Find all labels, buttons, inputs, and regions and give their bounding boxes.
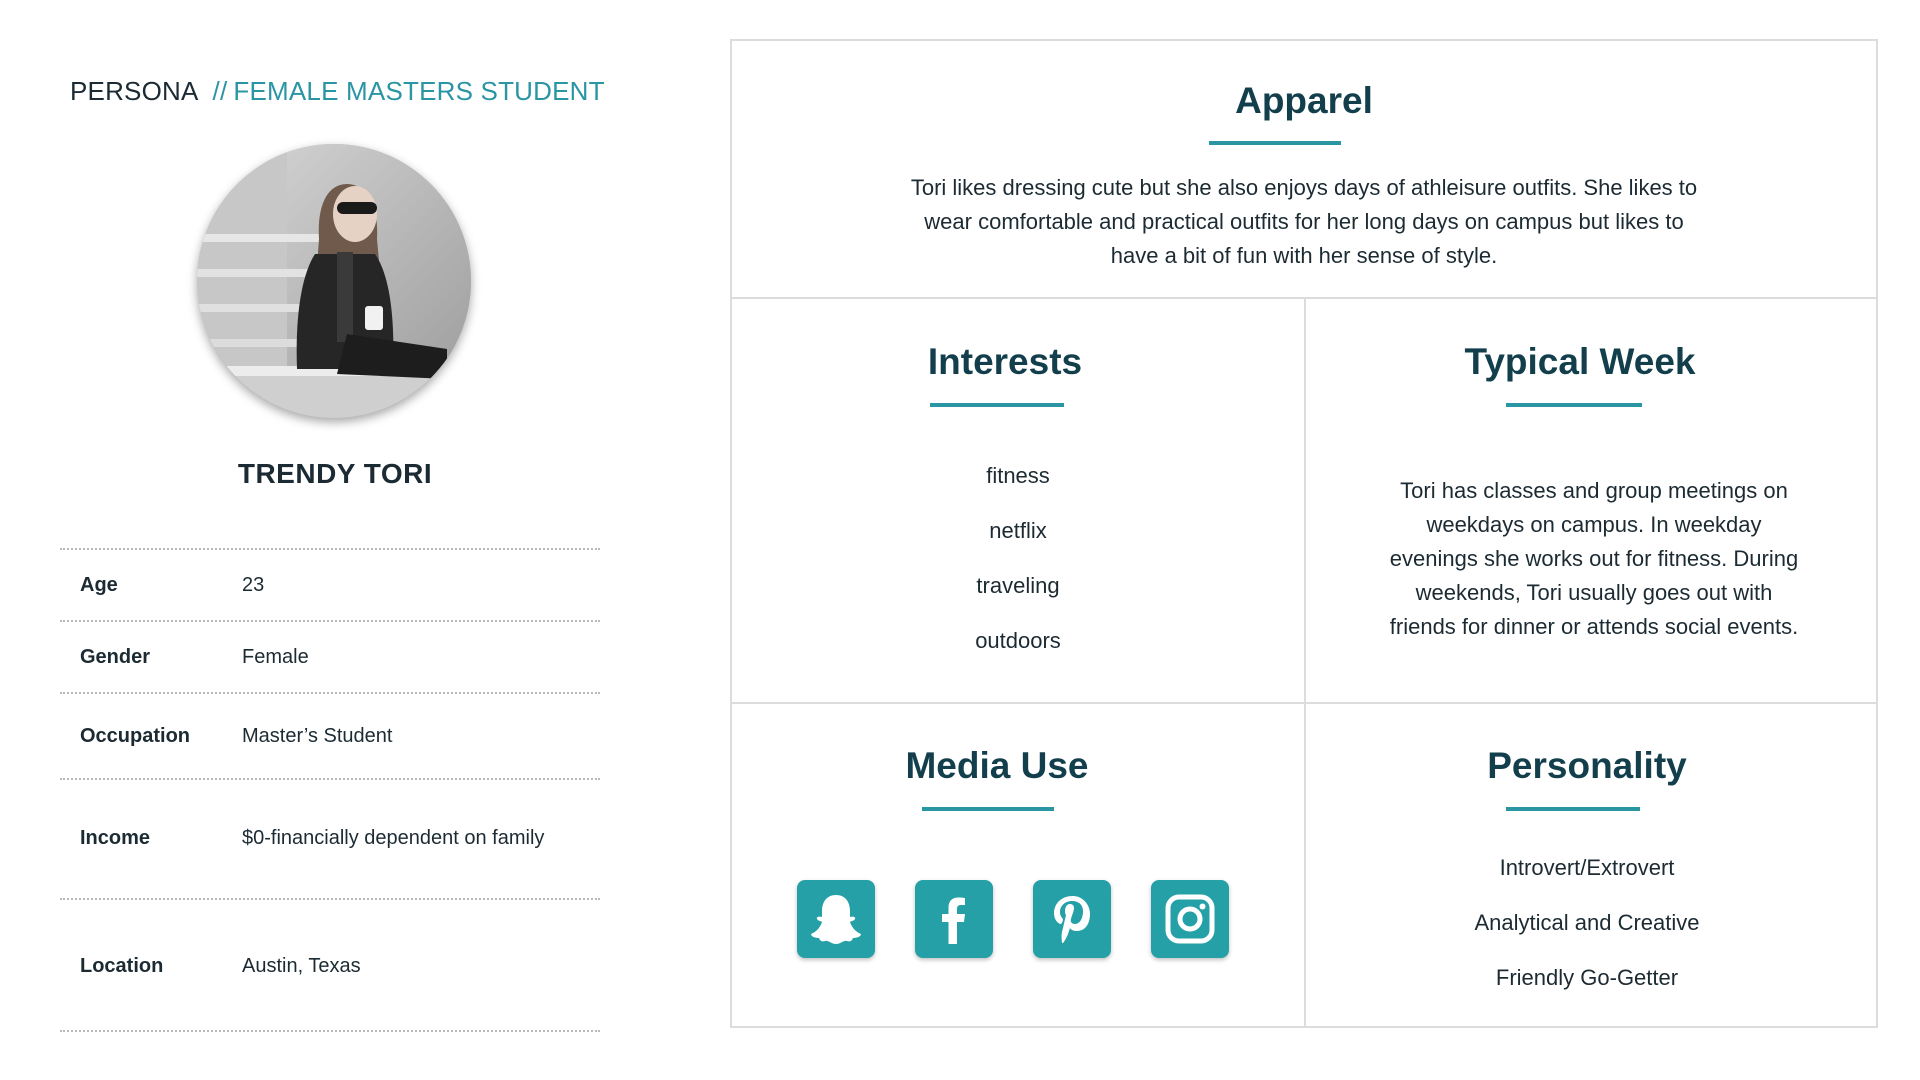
apparel-underline — [1209, 141, 1341, 145]
personality-item: Analytical and Creative — [1474, 910, 1700, 935]
interests-underline — [930, 403, 1064, 407]
persona-label: PERSONA — [70, 76, 199, 106]
apparel-line: Tori likes dressing cute but she also enjoys days of athleisure outfits. She likes to — [910, 175, 1698, 200]
typical-week-line: evenings she works out for fitness. During — [1389, 546, 1799, 571]
apparel-heading: Apparel — [1235, 80, 1373, 121]
income-value: $0-financially dependent on family — [242, 827, 545, 849]
typical-week-text — [1320, 474, 1868, 644]
personality-item: Introvert/Extrovert — [1499, 855, 1675, 880]
divider — [60, 778, 600, 780]
interest-item: outdoors — [975, 628, 1061, 653]
title-separator: // — [212, 76, 228, 106]
persona-profile — [0, 0, 700, 1080]
gender-label: Gender — [80, 646, 151, 668]
occupation-value: Master’s Student — [242, 725, 393, 747]
location-value: Austin, Texas — [242, 955, 361, 977]
typical-week-card — [1304, 297, 1878, 704]
divider — [60, 692, 600, 694]
divider — [60, 620, 600, 622]
interest-item: fitness — [986, 463, 1050, 488]
media-use-underline — [922, 807, 1054, 811]
facebook-glyph — [915, 880, 993, 958]
typical-week-heading: Typical Week — [1464, 341, 1696, 382]
media-use-card — [730, 702, 1306, 1028]
instagram-icon[interactable] — [1151, 880, 1229, 958]
interest-item: netflix — [989, 518, 1047, 543]
personality-card — [1304, 702, 1878, 1028]
pinterest-glyph — [1033, 880, 1111, 958]
interests-card — [730, 297, 1306, 704]
apparel-card — [730, 39, 1878, 299]
gender-value: Female — [242, 646, 309, 668]
media-use-heading: Media Use — [905, 745, 1089, 786]
persona-subtitle: FEMALE MASTERS STUDENT — [233, 76, 605, 106]
persona-title — [70, 76, 605, 107]
income-label: Income — [80, 827, 151, 849]
apparel-line: wear comfortable and practical outfits for her long days on campus but likes to — [924, 209, 1684, 234]
apparel-text — [732, 171, 1876, 273]
divider — [60, 1030, 600, 1032]
personality-underline — [1506, 807, 1640, 811]
typical-week-underline — [1506, 403, 1642, 407]
snapchat-icon[interactable] — [797, 880, 875, 958]
age-label: Age — [80, 574, 118, 596]
occupation-label: Occupation — [80, 725, 191, 747]
persona-photo — [197, 144, 471, 418]
persona-name: TRENDY TORI — [237, 458, 433, 489]
persona-avatar — [197, 144, 471, 418]
location-label: Location — [80, 955, 164, 977]
age-value: 23 — [242, 574, 265, 596]
interests-heading: Interests — [927, 341, 1083, 382]
personality-heading: Personality — [1487, 745, 1687, 786]
typical-week-line: weekdays on campus. In weekday — [1426, 512, 1762, 537]
instagram-glyph — [1151, 880, 1229, 958]
divider — [60, 898, 600, 900]
facebook-icon[interactable] — [915, 880, 993, 958]
divider — [60, 548, 600, 550]
snapchat-glyph — [797, 880, 875, 958]
personality-item: Friendly Go-Getter — [1495, 965, 1679, 990]
pinterest-icon[interactable] — [1033, 880, 1111, 958]
apparel-line: have a bit of fun with her sense of style. — [1110, 243, 1498, 268]
typical-week-line: friends for dinner or attends social events. — [1389, 614, 1799, 639]
typical-week-line: weekends, Tori usually goes out with — [1415, 580, 1773, 605]
interest-item: traveling — [976, 573, 1060, 598]
typical-week-line: Tori has classes and group meetings on — [1400, 478, 1788, 503]
